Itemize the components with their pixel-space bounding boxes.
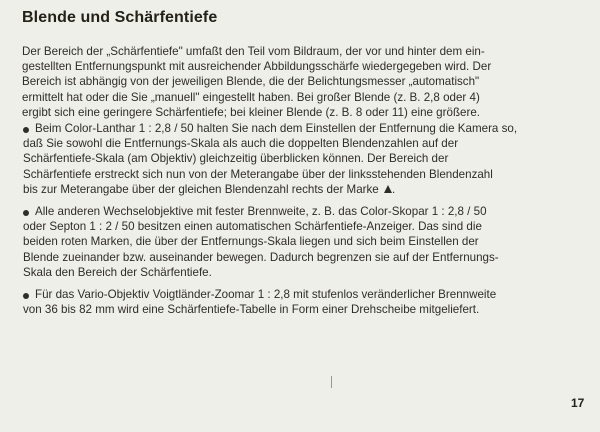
bullet-line: Skala den Bereich der Schärfentiefe. <box>23 265 212 279</box>
bullet-line: Schärfentiefe erstreckt sich nun von der Meterangabe über der linksstehenden Blendenzahl <box>23 167 493 181</box>
bullet-line: Für das Vario-Objektiv Voigtländer-Zoomar 1 : 2,8 mit stufenlos veränderlicher Brennweite <box>35 288 497 301</box>
bullet-item-color-lanthar <box>23 121 578 197</box>
intro-line: gestellten Entfernungspunkt mit ausreichender Abbildungsschärfe wiedergegeben wird. Der <box>22 60 492 74</box>
bullet-line: oder Septon 1 : 2 / 50 besitzen einen automatischen Schärfentiefe-Anzeiger. Das sind die <box>23 220 482 234</box>
bullet-paragraph <box>23 121 578 197</box>
section-heading: Blende und Schärfentiefe <box>22 9 218 26</box>
bullet-line: daß Sie sowohl die Entfernungs-Skala als auch die doppelten Blendenzahlen auf der <box>23 137 459 151</box>
intro-paragraph <box>22 44 578 120</box>
bullet-dot-icon <box>23 127 29 133</box>
bullet-line: Alle anderen Wechselobjektive mit fester Brennweite, z. B. das Color-Skopar 1 : 2,8 / 50 <box>35 205 487 218</box>
intro-line: Bereich ist abhängig von der jeweiligen Blende, die der Belichtungsmesser „automatisch" <box>22 75 480 89</box>
bullet-line: Blende zueinander bzw. auseinander bewegen. Dadurch begrenzen sie auf der Entfernungs- <box>23 250 499 264</box>
bullet-line-text: bis zur Meterangabe über der gleichen Blendenzahl rechts der Marke <box>23 182 379 196</box>
print-mark <box>331 376 332 388</box>
intro-line: ermittelt hat oder die Sie „manuell" eingestellt haben. Bei großer Blende (z. B. 2,8 oder 4) <box>22 90 480 104</box>
bullet-item-wechselobjektive <box>23 204 578 280</box>
intro-line: ergibt sich eine geringere Schärfentiefe; bei kleiner Blende (z. B. 8 oder 11) eine größere. <box>22 105 480 119</box>
bullet-line: von 36 bis 82 mm wird eine Schärfentiefe-Tabelle in Form einer Drehscheibe mitgeliefert. <box>23 303 480 317</box>
triangle-marker-icon <box>384 185 392 193</box>
bullet-line: beiden roten Marken, die über der Entfernungs-Skala liegen und sich beim Einstellen der <box>23 235 479 249</box>
intro-line: Der Bereich der „Schärfentiefe" umfaßt den Teil vom Bildraum, der vor und hinter dem ein- <box>22 45 485 58</box>
bullet-line: Schärfentiefe-Skala (am Objektiv) gleichzeitig überblicken können. Der Bereich der <box>23 152 449 166</box>
page-number: 17 <box>571 396 585 410</box>
bullet-paragraph <box>23 204 578 280</box>
bullet-line: Beim Color-Lanthar 1 : 2,8 / 50 halten Sie nach dem Einstellen der Entfernung die Kamera so, <box>35 122 518 135</box>
bullet-dot-icon <box>23 210 29 216</box>
bullet-paragraph <box>23 287 578 317</box>
bullet-item-vario-objektiv <box>23 287 578 317</box>
bullet-line-with-marker: bis zur Meterangabe über der gleichen Blendenzahl rechts der Marke . <box>23 182 396 196</box>
bullet-dot-icon <box>23 293 29 299</box>
